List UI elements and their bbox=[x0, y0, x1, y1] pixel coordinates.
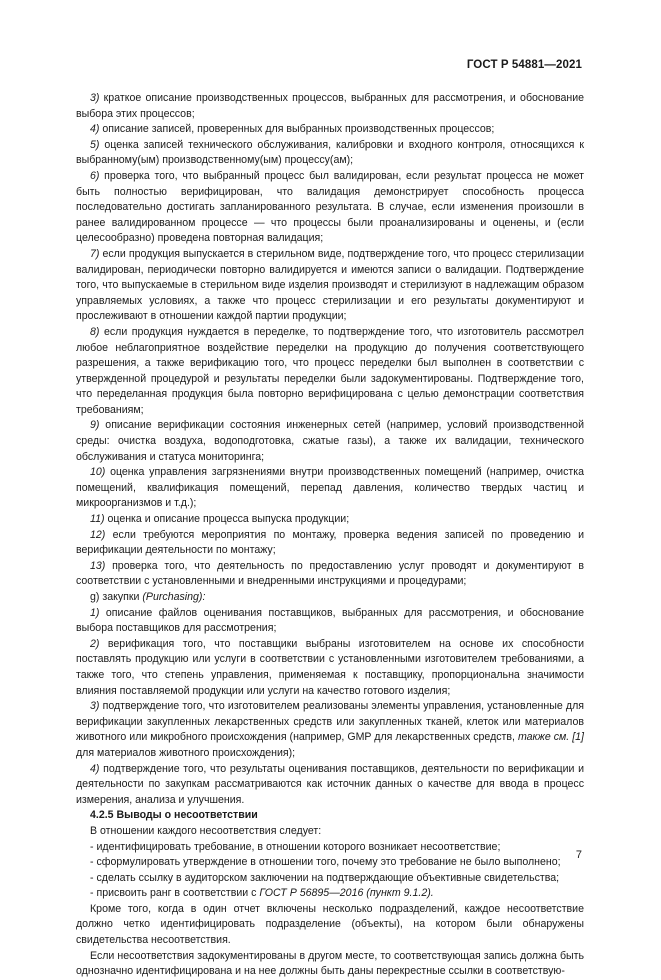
section-paragraph: - сформулировать утверждение в отношении того, почему это требование не было выполнено; bbox=[90, 856, 561, 869]
item-number: 9) bbox=[90, 419, 100, 432]
list-paragraph bbox=[76, 247, 584, 325]
item-tail-text: для материалов животного происхождения); bbox=[76, 746, 296, 759]
item-italic-text: (Purchasing): bbox=[142, 591, 206, 603]
paragraph-list bbox=[76, 91, 584, 808]
item-text: подтверждение того, что изготовителем реализованы элементы управления, установленные для верификации закупленных лекарственных средств или закупленных тканей, клеток или материалов животного или микробного происхождения (например, GMP для лекарственных средств, bbox=[76, 700, 584, 744]
item-number: 3) bbox=[90, 92, 100, 104]
item-text: краткое описание производственных процессов, выбранных для рассмотрения, и обоснование выбора этих процессов; bbox=[76, 92, 584, 120]
closing-paragraph: Если несоответствия задокументированы в другом месте, то соответствующая запись должна быть однозначно идентифицирована и на нее должны быть даны перекрестные ссылки в соответствую- bbox=[76, 949, 584, 978]
item-number: 13) bbox=[90, 559, 106, 572]
list-paragraph bbox=[76, 122, 584, 138]
item-text: g) закупки bbox=[90, 591, 143, 603]
page-content bbox=[76, 91, 584, 980]
item-italic-text: также см. [1] bbox=[517, 731, 584, 744]
list-paragraph bbox=[76, 138, 584, 169]
page-number: 7 bbox=[575, 849, 582, 861]
list-paragraph bbox=[76, 91, 584, 122]
rank-reference: ГОСТ Р 56895—2016 (пункт 9.1.2). bbox=[259, 887, 434, 900]
list-paragraph bbox=[76, 465, 584, 512]
item-text: оценка и описание процесса выпуска продукции; bbox=[104, 513, 350, 526]
list-paragraph bbox=[76, 637, 584, 699]
item-number: 8) bbox=[90, 325, 100, 338]
rank-text: - присвоить ранг в соответствии с bbox=[90, 887, 260, 900]
item-text: если требуются мероприятия по монтажу, проверка ведения записей по проведению и верификации деятельности по монтажу; bbox=[76, 528, 584, 557]
list-paragraph bbox=[76, 699, 584, 761]
list-paragraph bbox=[76, 512, 584, 528]
item-number: 7) bbox=[90, 247, 100, 260]
item-number: 4) bbox=[90, 762, 100, 775]
section-paragraph: - сделать ссылку в аудиторском заключении на подтверждающие объективные свидетельства; bbox=[90, 871, 560, 884]
item-text: если продукция выпускается в стерильном виде, подтверждение того, что процесс стерилизации валидирован, периодически повторно валидируется и имеются записи о валидации. Подтверждение того, что выпускаемые в стерильном виде изделия производят и стерилизуют в надлежащим образом управляемых условиях, а также что процесс стерилизации и его результаты документируют и прослеживают в отношении каждой партии продукции; bbox=[76, 247, 584, 323]
item-number: 11) bbox=[90, 513, 105, 526]
item-text: описание записей, проверенных для выбранных производственных процессов; bbox=[99, 123, 495, 136]
section-paragraph-rank bbox=[76, 886, 584, 902]
item-text: оценка управления загрязнениями внутри производственных помещений (например, очистка помещений, квалификация помещений, перепад давления, количество твердых частиц и микроорганизмов и т.д.); bbox=[76, 466, 584, 510]
list-paragraph bbox=[76, 169, 584, 247]
item-number: 3) bbox=[90, 700, 100, 713]
section-paragraph: В отношении каждого несоответствия следует: bbox=[90, 824, 322, 837]
item-text: проверка того, что деятельность по предоставлению услуг проводят и документируют в соответствии с установленными и внедренными инструкциями и процедурами; bbox=[76, 559, 584, 588]
list-paragraph bbox=[76, 559, 584, 590]
item-text: описание файлов оценивания поставщиков, выбранных для рассмотрения, и обоснование выбора поставщиков для рассмотрения; bbox=[76, 606, 584, 635]
item-text: описание верификации состояния инженерных сетей (например, условий производственной среды: очистка воздуха, водоподготовка, сжатые газы), а также их валидации, технического обслуживания и статуса мониторинга; bbox=[76, 419, 584, 463]
list-paragraph bbox=[76, 762, 584, 809]
list-paragraph bbox=[76, 590, 584, 606]
section-heading bbox=[76, 808, 584, 824]
section-title: Выводы о несоответствии bbox=[116, 809, 258, 822]
item-number: 12) bbox=[90, 528, 106, 541]
item-number: 6) bbox=[90, 169, 100, 182]
item-text: верификация того, что поставщики выбраны изготовителем на основе их способности поставлять продукцию или услуги в соответствии с установленными изготовителем требованиями, а также того, что степень управления, применяемая к поставщику, пропорциональна значимости влияния поставляемой продукции или услуги на качество готового изделия; bbox=[76, 637, 584, 697]
item-number: 10) bbox=[90, 466, 106, 479]
item-number: 5) bbox=[90, 138, 100, 151]
item-number: 4) bbox=[90, 123, 100, 136]
item-text: подтверждение того, что результаты оценивания поставщиков, деятельности по верификации и деятельности по закупкам рассматриваются как источник данных о качестве для ввода в процесс измерения, анализа и улучшения. bbox=[76, 762, 584, 806]
list-paragraph bbox=[76, 418, 584, 465]
item-text: если продукция нуждается в переделке, то подтверждение того, что изготовитель рассмотрел любое неблагоприятное воздействие переделки на продукцию до получения соответствующего разрешения, а также верификацию того, что процесс переделки был выполнен в соответствии с утвержденной процедурой и результаты переделки были задокументированы. Подтверждение того, что переделанная продукция была повторно верифицирована с целью демонстрации соответствия требованиям; bbox=[76, 325, 584, 416]
section-paragraph: - идентифицировать требование, в отношении которого возникает несоответствие; bbox=[90, 840, 501, 853]
document-code: ГОСТ Р 54881—2021 bbox=[466, 59, 582, 71]
item-text: оценка записей технического обслуживания, калибровки и входного контроля, относящихся к выбранному(ым) производственному(ым) процессу(ам); bbox=[76, 138, 584, 167]
item-number: 1) bbox=[90, 606, 100, 619]
item-number: 2) bbox=[90, 637, 100, 650]
list-paragraph bbox=[76, 528, 584, 559]
closing-paragraph: Кроме того, когда в один отчет включены несколько подразделений, каждое несоответствие должно четко идентифицировать подразделение (объекты), на котором были обнаружены свидетельства несоответствия. bbox=[76, 902, 584, 947]
section-number: 4.2.5 bbox=[90, 809, 114, 822]
item-text: проверка того, что выбранный процесс был валидирован, если результат процесса не может быть полностью верифицирован, что валидация демонстрирует способность процесса последовательно достигать запланированного результата. В случае, если изменения произошли в ранее валидированном процессе — что процессы были проанализированы и оценены, и (если целесообразно) проведена повторная валидация; bbox=[76, 169, 584, 245]
list-paragraph bbox=[76, 606, 584, 637]
list-paragraph bbox=[76, 325, 584, 419]
